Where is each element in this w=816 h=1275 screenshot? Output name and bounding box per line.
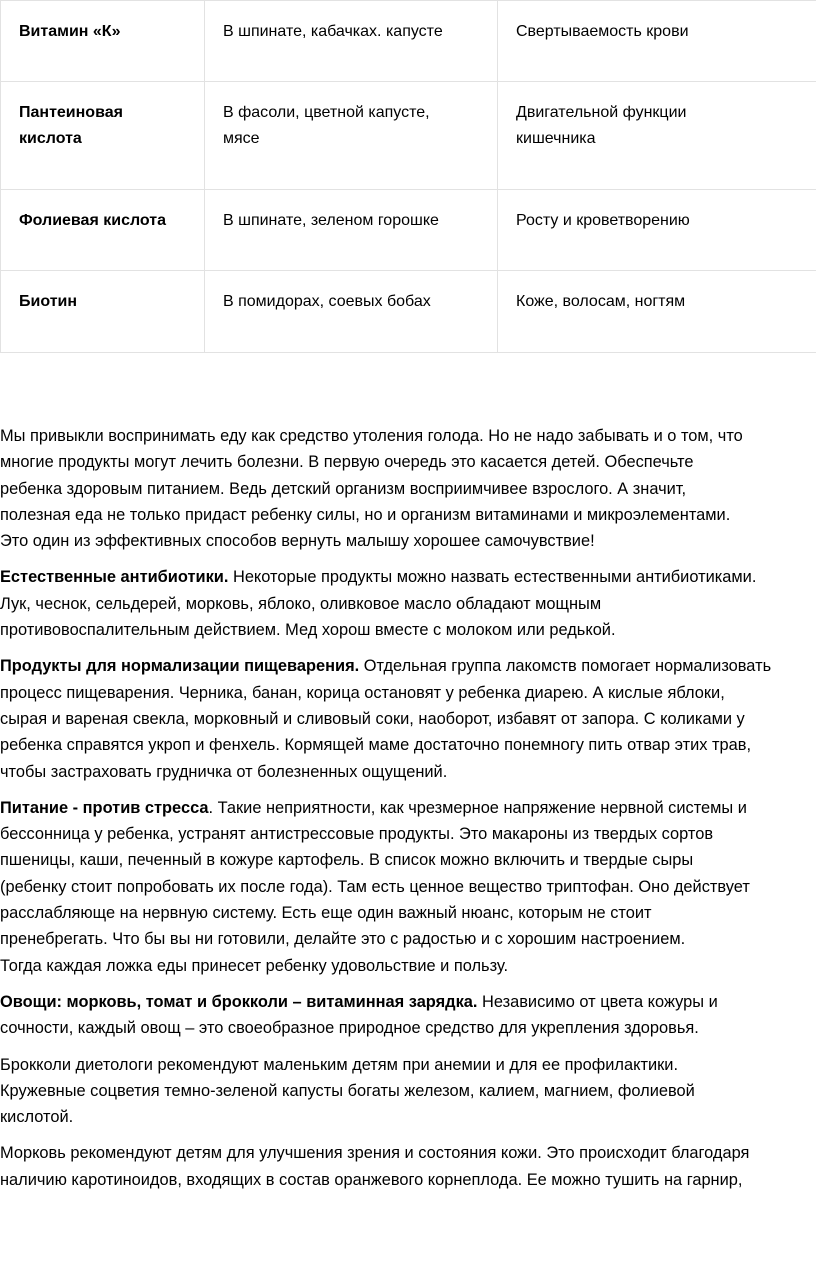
stress-paragraph <box>0 795 816 979</box>
vitamin-source: В шпинате, кабачках. капусте <box>223 23 443 40</box>
antibiotics-heading: Естественные антибиотики. <box>0 568 229 587</box>
vitamin-benefit: Свертываемость крови <box>516 23 689 40</box>
vitamin-name-cell <box>1 82 205 190</box>
intro-paragraph <box>0 423 816 554</box>
vegetables-paragraph <box>0 989 816 1042</box>
text-line: Кружевные соцветия темно-зеленой капусты богаты железом, калием, магнием, фолиевой <box>0 1081 695 1100</box>
text-line: чтобы застраховать грудничка от болезненных ощущений. <box>0 762 448 781</box>
digestion-heading: Продукты для нормализации пищеварения. <box>0 657 360 676</box>
vitamin-benefit: Коже, волосам, ногтям <box>516 293 686 310</box>
text-line: пшеницы, каши, печенный в кожуре картофель. В список можно включить и твердые сыры <box>0 851 694 870</box>
table-row <box>1 1 816 82</box>
text-line: (ребенку стоит попробовать их после года). Там есть ценное вещество триптофан. Оно действует <box>0 877 750 896</box>
text-line: Тогда каждая ложка еды принесет ребенку удовольствие и пользу. <box>0 956 509 975</box>
vitamin-name-cell <box>1 190 205 271</box>
text-line: сырая и вареная свекла, морковный и сливовый соки, наоборот, избавят от запора. С коликами у <box>0 709 745 728</box>
table-row <box>1 190 816 271</box>
text-segment: Некоторые продукты можно назвать естественными антибиотиками. <box>228 568 757 587</box>
text-line: Брокколи диетологи рекомендуют маленьким детям при анемии и для ее профилактики. <box>0 1055 678 1074</box>
vitamin-source: В помидорах, соевых бобах <box>223 293 431 310</box>
vitamin-benefit-cell <box>498 271 816 353</box>
text-line <box>0 795 816 821</box>
text-line: Мы привыкли воспринимать еду как средство утоления голода. Но не надо забывать и о том, что <box>0 427 743 445</box>
table-row <box>1 271 816 353</box>
stress-heading: Питание - против стресса <box>0 798 209 817</box>
vitamin-name-line: Пантеиновая <box>19 104 123 121</box>
text-line: бессонница у ребенка, устранят антистрессовые продукты. Это макароны из твердых сортов <box>0 825 714 844</box>
vitamin-name: Витамин «К» <box>19 23 121 40</box>
text-line <box>0 653 816 679</box>
text-line: пренебрегать. Что бы вы ни готовили, делайте это с радостью и с хорошим настроением. <box>0 930 686 949</box>
vitamin-source-cell <box>205 82 498 190</box>
text-segment: Независимо от цвета кожуры и <box>477 992 718 1011</box>
vitamin-benefit-line: кишечника <box>516 130 596 147</box>
vitamin-benefit-cell <box>498 1 816 82</box>
text-line: ребенка справятся укроп и фенхель. Кормящей маме достаточно понемногу пить отвар этих трав, <box>0 736 752 755</box>
text-line: противовоспалительным действием. Мед хорош вместе с молоком или редькой. <box>0 621 616 640</box>
vitamin-source-cell <box>205 1 498 82</box>
vitamin-table <box>0 0 816 353</box>
article-body <box>0 423 816 1203</box>
text-segment: Отдельная группа лакомств помогает нормализовать <box>359 657 772 676</box>
text-line: многие продукты могут лечить болезни. В первую очередь это касается детей. Обеспечьте <box>0 453 694 472</box>
text-line: Лук, чеснок, сельдерей, морковь, яблоко, оливковое масло обладают мощным <box>0 594 602 613</box>
digestion-paragraph <box>0 653 816 784</box>
vitamin-benefit-line: Двигательной функции <box>516 104 687 121</box>
text-line: полезная еда не только придаст ребенку силы, но и организм витаминами и микроэлементами. <box>0 505 731 524</box>
text-line: наличию каротиноидов, входящих в состав оранжевого корнеплода. Ее можно тушить на гарнир, <box>0 1170 743 1189</box>
vitamin-benefit-cell <box>498 82 816 190</box>
text-segment: . Такие неприятности, как чрезмерное напряжение нервной системы и <box>208 798 747 817</box>
text-line <box>0 989 816 1015</box>
vitamin-name-line: кислота <box>19 130 82 147</box>
text-line: процесс пищеварения. Черника, банан, корица остановят у ребенка диарею. А кислые яблоки, <box>0 683 725 702</box>
text-line: кислотой. <box>0 1108 74 1127</box>
vitamin-name: Биотин <box>19 293 78 310</box>
text-line: сочности, каждый овощ – это своеобразное природное средство для укрепления здоровья. <box>0 1019 699 1038</box>
broccoli-paragraph <box>0 1052 816 1131</box>
vitamin-benefit-cell <box>498 190 816 271</box>
antibiotics-paragraph <box>0 564 816 643</box>
vitamin-source-cell <box>205 190 498 271</box>
table-row <box>1 82 816 190</box>
vitamin-name-cell <box>1 1 205 82</box>
vitamin-benefit: Росту и кроветворению <box>516 212 690 229</box>
vitamin-source: В шпинате, зеленом горошке <box>223 212 439 229</box>
vitamin-source-line: мясе <box>223 130 260 147</box>
text-line: Морковь рекомендуют детям для улучшения зрения и состояния кожи. Это происходит благодаря <box>0 1144 750 1163</box>
vitamin-name-cell <box>1 271 205 353</box>
text-line: расслабляюще на нервную систему. Есть еще один важный нюанс, которым не стоит <box>0 904 652 923</box>
carrot-paragraph <box>0 1140 816 1193</box>
vitamin-name: Фолиевая кислота <box>19 212 167 229</box>
vitamin-source-line: В фасоли, цветной капусте, <box>223 104 430 121</box>
text-line: ребенка здоровым питанием. Ведь детский организм восприимчивее взрослого. А значит, <box>0 479 687 498</box>
vitamin-source-cell <box>205 271 498 353</box>
text-line <box>0 564 816 590</box>
text-line: Это один из эффективных способов вернуть малышу хорошее самочувствие! <box>0 532 595 551</box>
vegetables-heading: Овощи: морковь, томат и брокколи – витаминная зарядка. <box>0 992 478 1011</box>
